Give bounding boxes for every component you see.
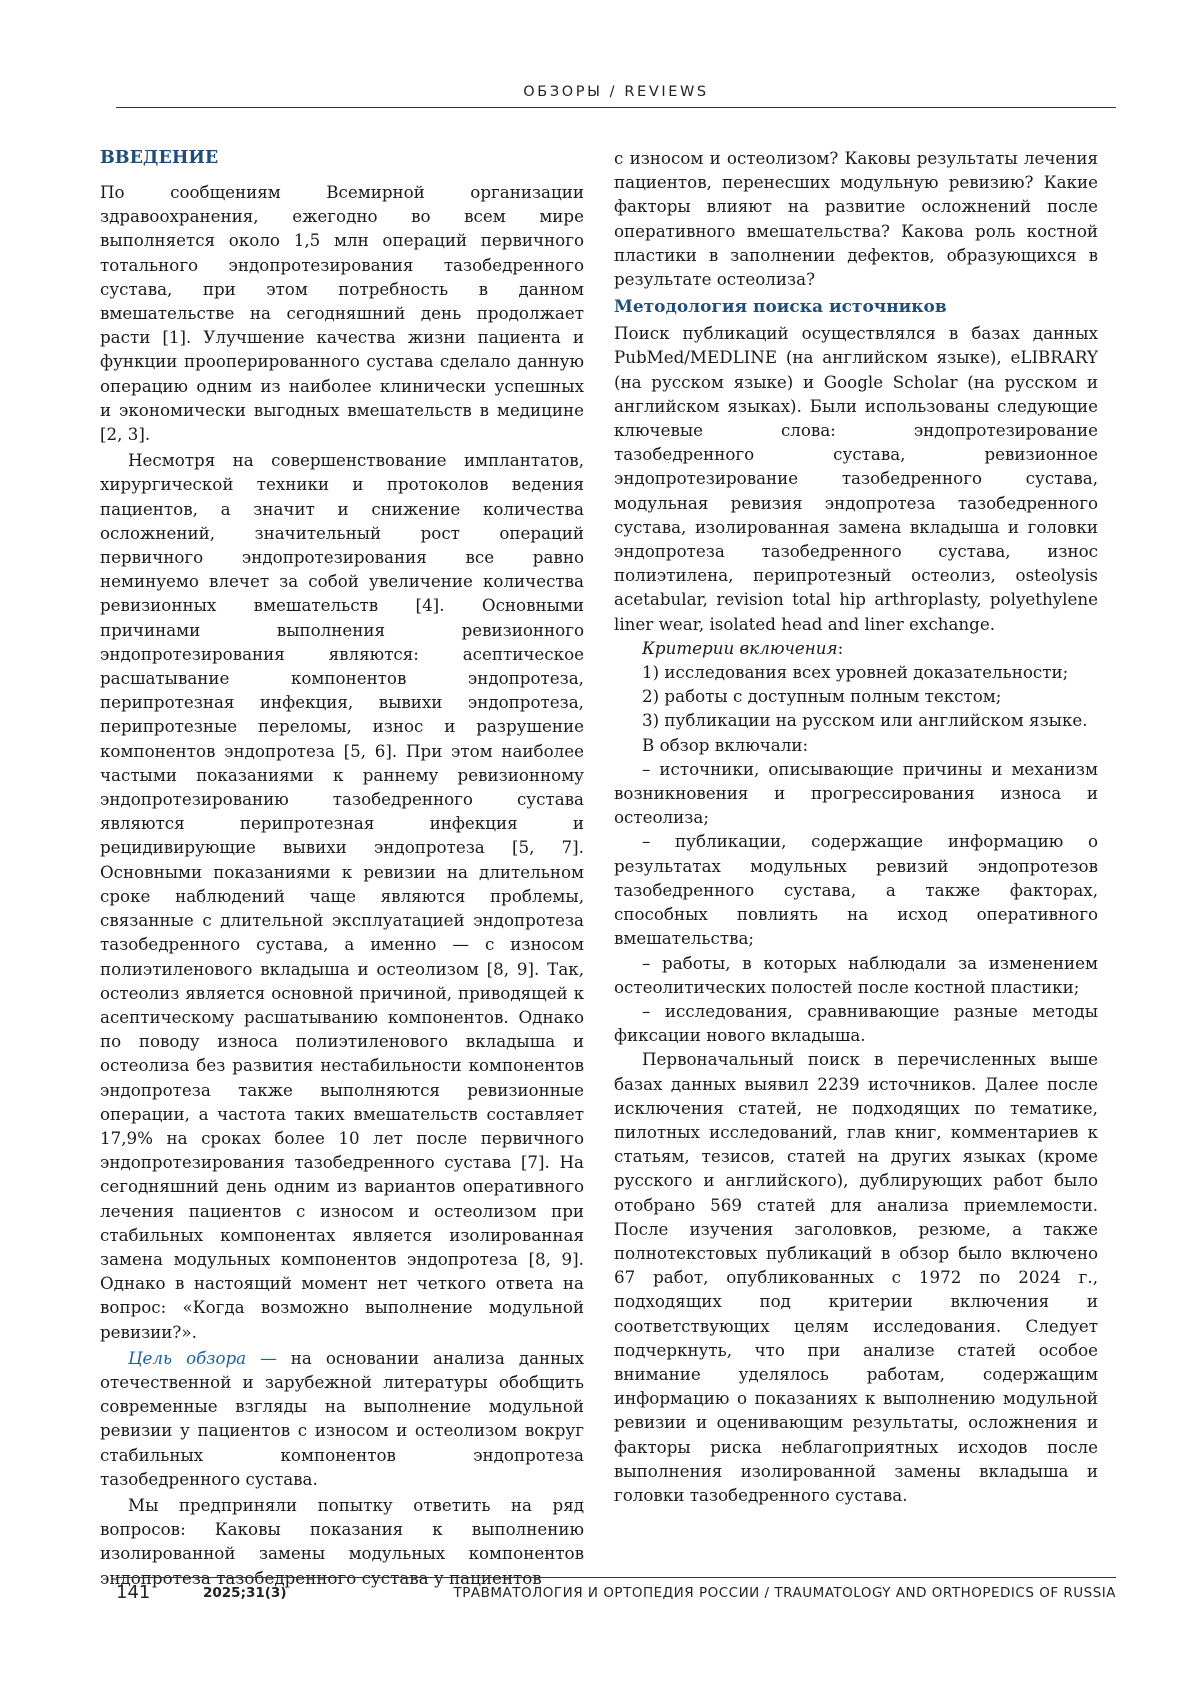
aim-text: на основании анализа данных отечественной и зарубежной литературы обобщить современные взгляды на выполнение модульной ревизии у пациентов с износом и остеолизом вокруг стабильных компонентов эндопротеза тазобедренного сустава. [100, 1347, 584, 1489]
page-number: 141 [116, 1582, 151, 1603]
aim-lead: Цель обзора — [128, 1347, 277, 1368]
included-item: – источники, описывающие причины и механизм возникновения и прогрессирования износа и остеолиза; [614, 758, 1098, 828]
criteria-item: 2) работы с доступным полным текстом; [642, 686, 1002, 707]
intro-paragraph-1: По сообщениям Всемирной организации здравоохранения, ежегодно во всем мире выполняется около 1,5 млн операций первичного тотального эндопротезирования тазобедренного сустава, при этом потребность в данном вмешательстве на сегодняшний день продолжает расти [1]. Улучшение качества жизни пациента и функции прооперированного сустава сделало данную операцию одним из наиболее клинически успешных и экономически выгодных вмешательств в медицине [2, 3]. [100, 182, 584, 445]
section-heading-introduction: ВВЕДЕНИЕ [100, 148, 219, 168]
questions-paragraph: Мы предприняли попытку ответить на ряд вопросов: Каковы показания к выполнению изолированной замены модульных компонентов эндопротеза тазобедренного сустава у пациентов [100, 1494, 584, 1588]
included-item: – исследования, сравнивающие разные методы фиксации нового вкладыша. [614, 1000, 1098, 1046]
left-column [100, 146, 584, 1590]
issue-number: 2025;31(3) [203, 1585, 287, 1601]
aim-paragraph [100, 1346, 584, 1491]
journal-title: ТРАВМАТОЛОГИЯ И ОРТОПЕДИЯ РОССИИ / TRAUMATOLOGY AND ORTHOPEDICS OF RUSSIA [453, 1585, 1116, 1601]
criteria-heading: Критерии включения: [642, 637, 844, 658]
questions-continuation: с износом и остеолизом? Каковы результаты лечения пациентов, перенесших модульную ревизию? Какие факторы влияют на развитие осложнений после оперативного вмешательства? Какова роль костной пластики в заполнении дефектов, образующихся в результате остеолиза? [614, 148, 1098, 290]
search-results-paragraph: Первоначальный поиск в перечисленных выше базах данных выявил 2239 источников. Далее после исключения статей, не подходящих по тематике, пилотных исследований, глав книг, комментариев к статьям, тезисов, статей на других языках (кроме русского и английского), дублирующих работ было отобрано 569 статей для анализа приемлемости. После изучения заголовков, резюме, а также полнотекстовых публикаций в обзор было включено 67 работ, опубликованных с 1972 по 2024 г., подходящих под критерии включения и соответствующих целям исследования. Следует подчеркнуть, что при анализе статей особое внимание уделялось работам, содержащим информацию о показаниях к выполнению модульной ревизии и оценивающим результаты, осложнения и факторы риска неблагоприятных исходов после выполнения изолированной замены вкладыша и головки тазобедренного сустава. [614, 1049, 1098, 1505]
methodology-paragraph: Поиск публикаций осуществлялся в базах данных PubMed/MEDLINE (на английском языке), eLIBRARY (на русском языке) и Google Scholar (на русском и английском языках). Были использованы следующие ключевые слова: эндопротезирование тазобедренного сустава, ревизионное эндопротезирование тазобедренного сустава, модульная ревизия эндопротеза тазобедренного сустава, изолированная замена вкладыша и головки эндопротеза тазобедренного сустава, износ полиэтилена, перипротезный остеолиз, osteolysis acetabular, revision total hip arthroplasty, polyethylene liner wear, isolated head and liner exchange. [614, 323, 1098, 634]
criteria-item: 1) исследования всех уровней доказательности; [642, 662, 1069, 683]
running-header: ОБЗОРЫ / REVIEWS [523, 84, 709, 100]
section-heading-methodology: Методология поиска источников [614, 297, 947, 318]
header-rule [116, 107, 1116, 108]
right-column [614, 146, 1098, 1507]
footer-rule [116, 1577, 1116, 1578]
included-heading: В обзор включали: [642, 734, 809, 755]
intro-paragraph-2: Несмотря на совершенствование имплантатов, хирургической техники и протоколов ведения пациентов, а значит и снижение количества осложнений, значительный рост операций первичного эндопротезирования все равно неминуемо влечет за собой увеличение количества ревизионных вмешательств [4]. Основными причинами выполнения ревизионного эндопротезирования являются: асептическое расшатывание компонентов эндопротеза, перипротезная инфекция, вывихи эндопротеза, перипротезные переломы, износ и разрушение компонентов эндопротеза [5, 6]. При этом наиболее частыми показаниями к раннему ревизионному эндопротезированию тазобедренного сустава являются перипротезная инфекция и рецидивирующие вывихи эндопротеза [5, 7]. Основными показаниями к ревизии на длительном сроке наблюдений чаще являются проблемы, связанные с длительной эксплуатацией эндопротеза тазобедренного сустава, а именно — с износом полиэтиленового вкладыша и остеолизом [8, 9]. Так, остеолиз является основной причиной, приводящей к асептическому расшатыванию компонентов. Однако по поводу износа полиэтиленового вкладыша и остеолиза без развития нестабильности компонентов эндопротеза также выполняются ревизионные операции, а частота таких вмешательств составляет 17,9% на сроках более 10 лет после первичного эндопротезирования тазобедренного сустава [7]. На сегодняшний день одним из вариантов оперативного лечения пациентов с износом и остеолизом при стабильных компонентах является изолированная замена модульных компонентов эндопротеза [8, 9]. Однако в настоящий момент нет четкого ответа на вопрос: «Когда возможно выполнение модульной ревизии?». [100, 450, 584, 1342]
included-item: – работы, в которых наблюдали за изменением остеолитических полостей после костной пластики; [614, 952, 1098, 997]
criteria-label: Критерии включения [642, 637, 838, 658]
included-item: – публикации, содержащие информацию о результатах модульных ревизий эндопротезов тазобедренного сустава, а также факторах, способных повлиять на исход оперативного вмешательства; [614, 831, 1098, 949]
criteria-item: 3) публикации на русском или английском языке. [642, 710, 1088, 731]
